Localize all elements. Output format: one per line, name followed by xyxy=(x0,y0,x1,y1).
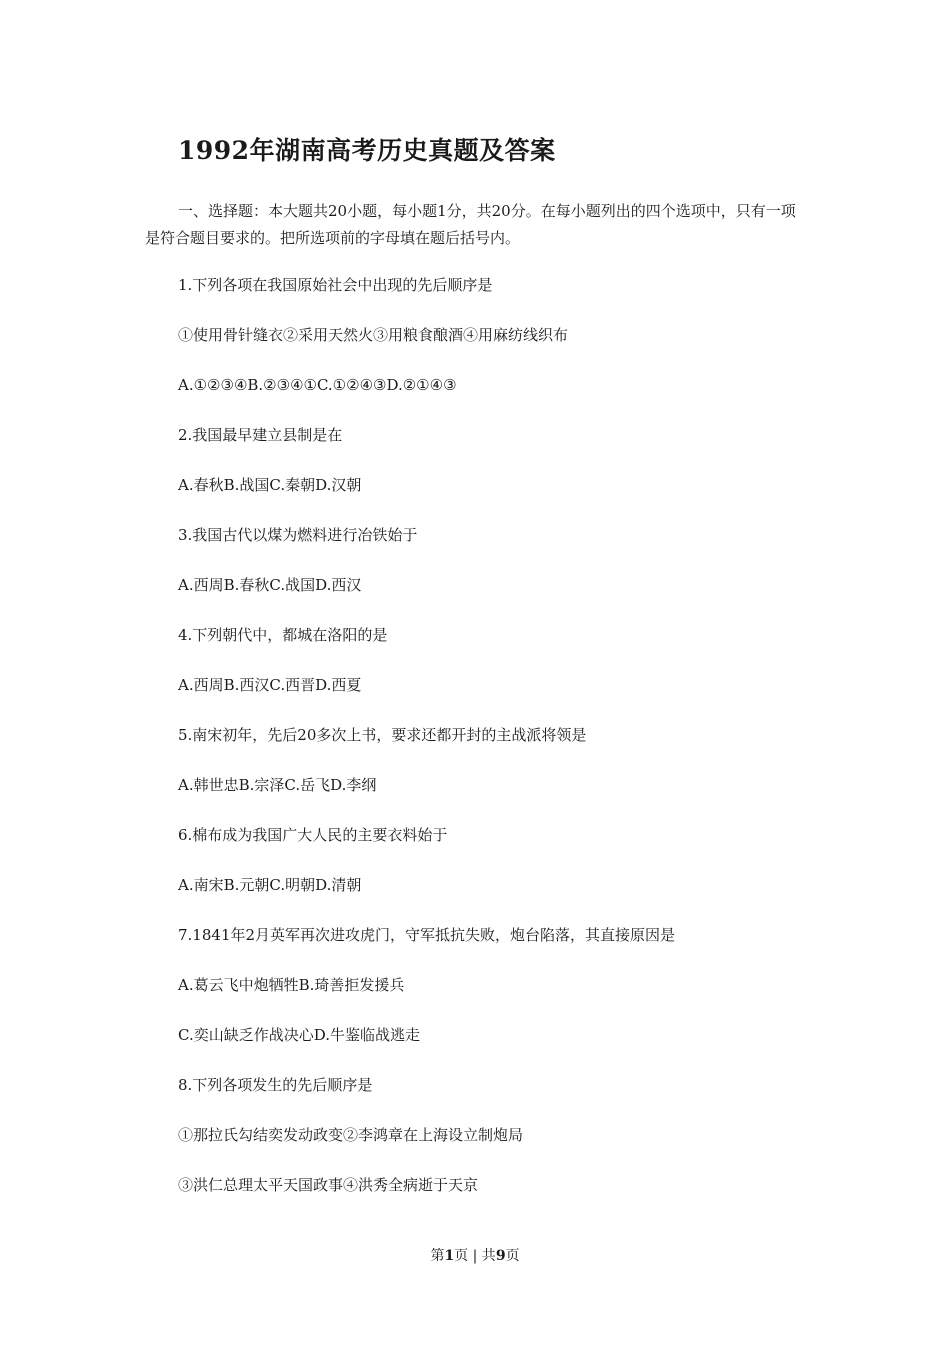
question-7-options-cd: C.奕山缺乏作战决心D.牛鉴临战逃走 xyxy=(178,1026,420,1044)
question-6: 6.棉布成为我国广大人民的主要衣料始于 xyxy=(178,826,448,844)
footer-total-pages: 9 xyxy=(495,1248,506,1264)
question-5-options: A.韩世忠B.宗泽C.岳飞D.李纲 xyxy=(178,776,377,794)
question-2: 2.我国最早建立县制是在 xyxy=(178,426,343,444)
question-4-options: A.西周B.西汉C.西晋D.西夏 xyxy=(178,676,362,694)
question-5: 5.南宋初年，先后20多次上书，要求还都开封的主战派将领是 xyxy=(178,726,587,744)
document-title: 1992年湖南高考历史真题及答案 xyxy=(178,136,556,165)
footer-suffix: 页 xyxy=(505,1248,520,1264)
footer-middle: 页 | 共 xyxy=(454,1248,496,1264)
question-6-options: A.南宋B.元朝C.明朝D.清朝 xyxy=(178,876,362,894)
question-1-items: ①使用骨针缝衣②采用天然火③用粮食酿酒④用麻纺线织布 xyxy=(178,326,569,344)
page-footer xyxy=(0,1245,950,1265)
question-8-items-34: ③洪仁总理太平天国政事④洪秀全病逝于天京 xyxy=(178,1176,479,1194)
footer-prefix: 第 xyxy=(430,1248,445,1264)
question-3: 3.我国古代以煤为燃料进行冶铁始于 xyxy=(178,526,418,544)
question-2-options: A.春秋B.战国C.秦朝D.汉朝 xyxy=(178,476,362,494)
question-8-items-12: ①那拉氏勾结奕发动政变②李鸿章在上海设立制炮局 xyxy=(178,1126,524,1144)
footer-page-number: 1 xyxy=(444,1248,455,1264)
question-7-options-ab: A.葛云飞中炮牺牲B.琦善拒发援兵 xyxy=(178,976,405,994)
question-1: 1.下列各项在我国原始社会中出现的先后顺序是 xyxy=(178,276,493,294)
question-4: 4.下列朝代中，都城在洛阳的是 xyxy=(178,626,388,644)
question-3-options: A.西周B.春秋C.战国D.西汉 xyxy=(178,576,362,594)
section-intro: 一、选择题：本大题共20小题，每小题1分，共20分。在每小题列出的四个选项中，只有一项是符合题目要求的。把所选项前的字母填在题后括号内。 xyxy=(145,202,796,247)
question-8: 8.下列各项发生的先后顺序是 xyxy=(178,1076,373,1094)
question-7: 7.1841年2月英军再次进攻虎门，守军抵抗失败，炮台陷落，其直接原因是 xyxy=(178,926,676,944)
question-1-options: A.①②③④B.②③④①C.①②④③D.②①④③ xyxy=(178,376,457,394)
